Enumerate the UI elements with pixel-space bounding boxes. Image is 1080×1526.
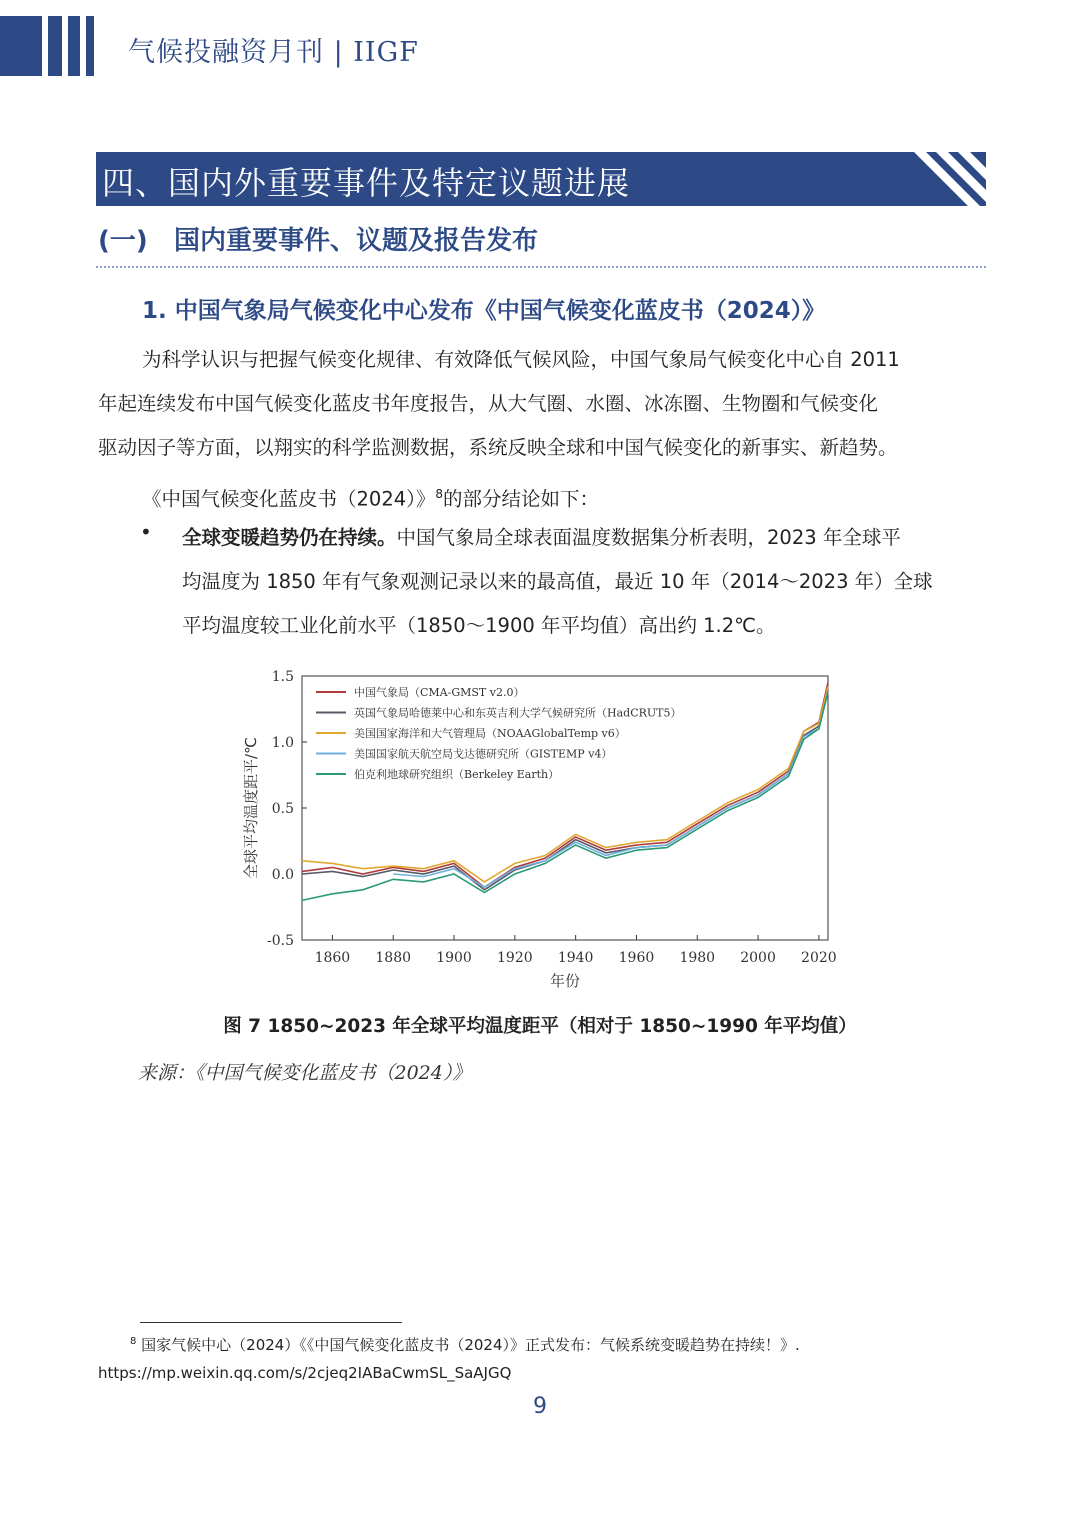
- y-tick-label: -0.5: [267, 933, 294, 949]
- paragraph-2-text: 《中国气候变化蓝皮书（2024）》: [142, 487, 436, 511]
- legend-label-4: 美国国家航天航空局戈达德研究所（GISTEMP v4）: [354, 747, 613, 761]
- y-tick-label: 1.0: [271, 735, 294, 751]
- x-tick-label: 1920: [497, 950, 533, 966]
- x-tick-label: 2000: [740, 950, 776, 966]
- footnote-url[interactable]: https://mp.weixin.qq.com/s/2cjeq2IABaCwmSL_SaAJGQ: [98, 1364, 512, 1382]
- x-tick-label: 1880: [375, 950, 412, 966]
- paragraph-2-tail: 的部分结论如下：: [443, 487, 600, 511]
- x-axis-label: 年份: [549, 972, 581, 990]
- section-banner: [96, 152, 986, 206]
- footnote-mark: 8: [130, 1336, 137, 1347]
- y-axis-label: 全球平均温度距平/℃: [242, 737, 260, 879]
- bullet-bold-lead: 全球变暖趋势仍在持续。: [182, 526, 397, 549]
- x-tick-label: 1860: [314, 950, 351, 966]
- bullet-line-2: 均温度为 1850 年有气象观测记录以来的最高值，最近 10 年（2014～2023 年）全球: [182, 570, 933, 593]
- y-tick-label: 1.5: [271, 669, 294, 685]
- legend-label-1: 中国气象局（CMA-GMST v2.0）: [354, 686, 525, 699]
- footnote-ref[interactable]: 8: [435, 487, 444, 501]
- bullet-line-3: 平均温度较工业化前水平（1850～1900 年平均值）高出约 1.2℃。: [182, 614, 776, 637]
- paragraph-1: [98, 338, 988, 470]
- item-title: 1. 中国气象局气候变化中心发布《中国气候变化蓝皮书（2024）》: [142, 298, 826, 324]
- figure-caption: 图 7 1850~2023 年全球平均温度距平（相对于 1850~1990 年平均值）: [223, 1016, 857, 1037]
- x-tick-label: 1980: [679, 950, 716, 966]
- paragraph-2: [98, 472, 988, 522]
- temperature-anomaly-chart: [236, 660, 836, 1000]
- y-tick-label: 0.0: [271, 867, 294, 883]
- section-title: 四、国内外重要事件及特定议题进展: [102, 164, 631, 202]
- dotted-divider: [96, 266, 986, 268]
- footnote-divider: [140, 1322, 402, 1323]
- footnote: [130, 1334, 800, 1355]
- legend-label-5: 伯克利地球研究组织（Berkeley Earth）: [354, 768, 560, 781]
- bullet-text: [182, 516, 988, 648]
- page-number: 9: [533, 1394, 547, 1419]
- chart-svg: [236, 660, 836, 1000]
- figure-source: 来源：《中国气候变化蓝皮书（2024）》: [138, 1062, 472, 1084]
- x-tick-label: 1940: [557, 950, 594, 966]
- legend-label-2: 英国气象局哈德莱中心和东英吉利大学气候研究所（HadCRUT5）: [354, 706, 682, 720]
- y-tick-label: 0.5: [271, 801, 294, 817]
- footnote-text: 国家气候中心（2024）《《中国气候变化蓝皮书（2024）》正式发布：气候系统变暖趋势在持续！》.: [141, 1336, 800, 1354]
- banner-stripes-icon: [906, 152, 986, 206]
- paragraph-1-line-2: 年起连续发布中国气候变化蓝皮书年度报告，从大气圈、水圈、冰冻圈、生物圈和气候变化: [98, 392, 879, 415]
- bullet-marker: •: [140, 520, 152, 544]
- header-title: 气候投融资月刊 | IIGF: [128, 37, 419, 68]
- x-tick-label: 2020: [801, 950, 836, 966]
- legend-label-3: 美国国家海洋和大气管理局（NOAAGlobalTemp v6）: [354, 727, 626, 740]
- subsection-heading: [98, 220, 538, 257]
- x-tick-label: 1900: [436, 950, 472, 966]
- x-tick-label: 1960: [618, 950, 655, 966]
- paragraph-1-line-3: 驱动因子等方面，以翔实的科学监测数据，系统反映全球和中国气候变化的新事实、新趋势。: [98, 436, 898, 459]
- bullet-line-1: 中国气象局全球表面温度数据集分析表明，2023 年全球平: [396, 526, 901, 549]
- subsection-title: 国内重要事件、议题及报告发布: [174, 226, 539, 256]
- subsection-number: (一): [98, 226, 148, 256]
- paragraph-1-line-1: 为科学认识与把握气候变化规律、有效降低气候风险，中国气象局气候变化中心自 2011: [142, 348, 900, 371]
